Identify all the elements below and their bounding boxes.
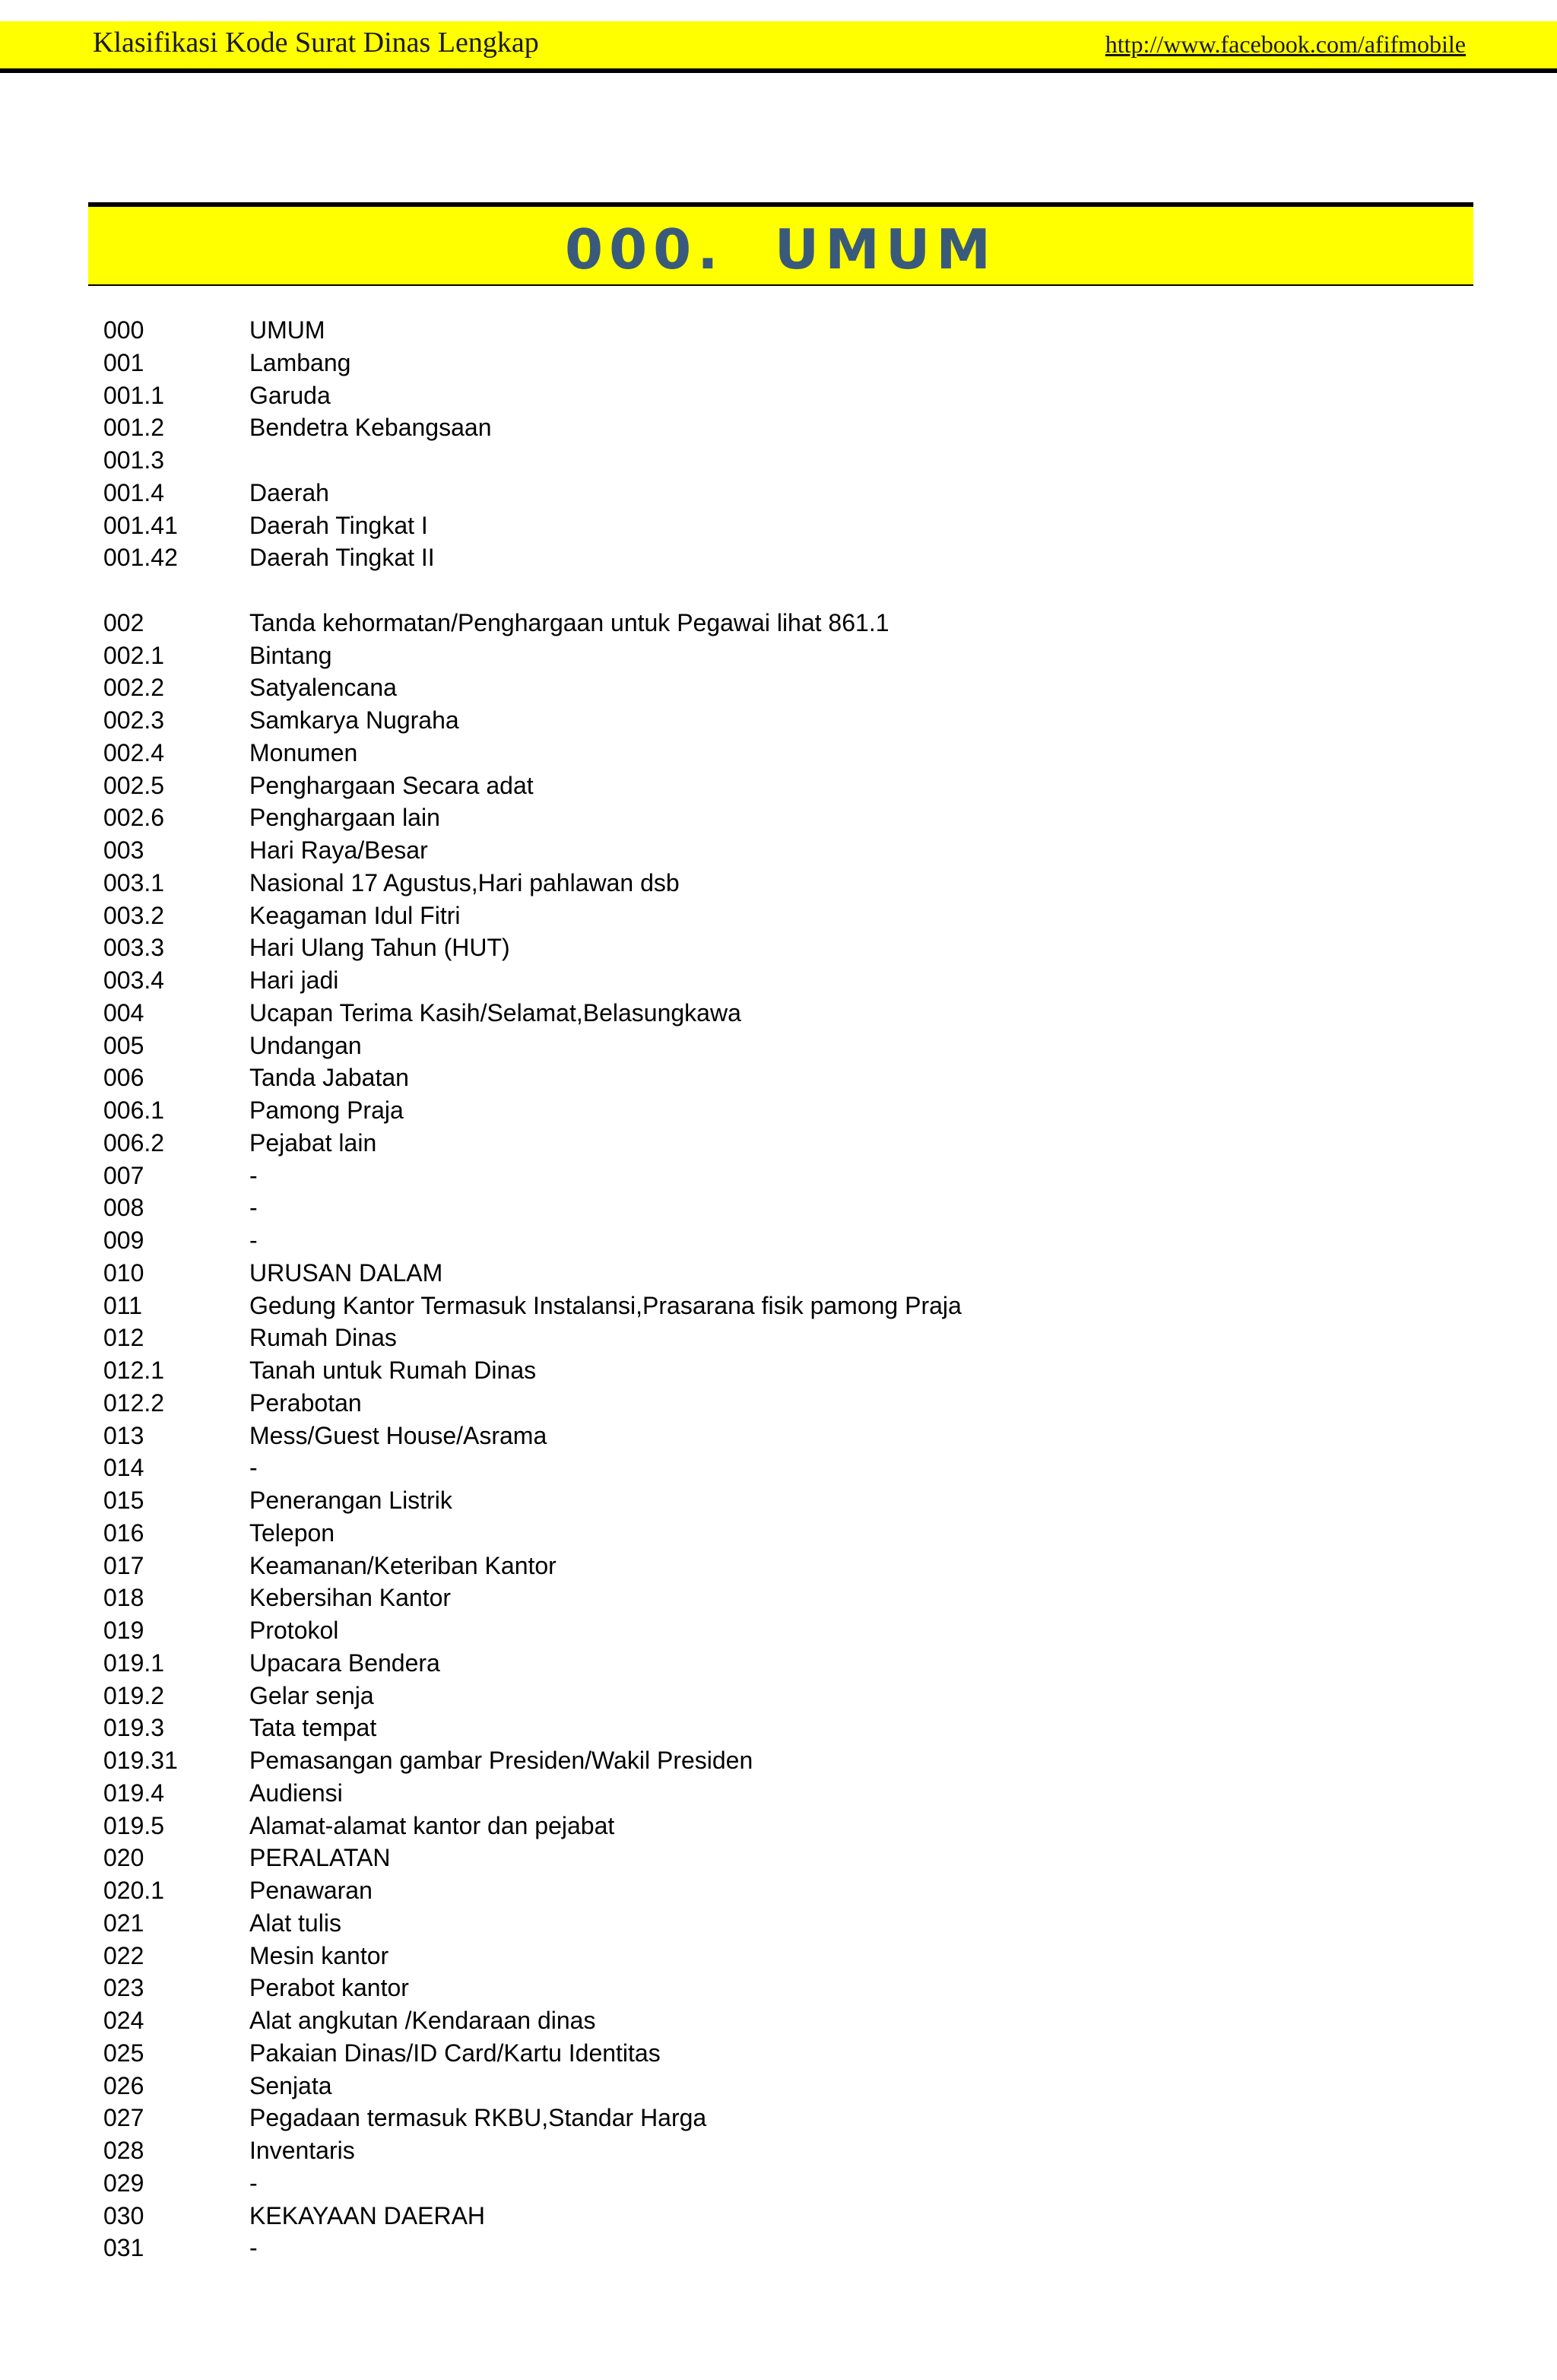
code-description: Alamat-alamat kantor dan pejabat [249, 1811, 615, 1839]
code-number: 001 [103, 348, 144, 376]
code-row [103, 477, 1457, 509]
code-number: 001.1 [103, 381, 165, 409]
code-description: - [249, 2169, 258, 2197]
code-row [103, 2102, 1457, 2134]
code-row [103, 1192, 1457, 1224]
code-description: Kebersihan Kantor [249, 1584, 452, 1612]
code-row [103, 444, 1457, 477]
code-number: 024 [103, 2007, 144, 2034]
code-row [103, 2232, 1457, 2264]
code-row [103, 867, 1457, 900]
code-number: 008 [103, 1194, 144, 1222]
code-number: 002.2 [103, 674, 165, 702]
code-row [103, 2037, 1457, 2070]
code-row [103, 509, 1457, 542]
code-description: - [249, 2234, 258, 2262]
code-description: Upacara Bendera [249, 1649, 440, 1677]
document-title: Klasifikasi Kode Surat Dinas Lengkap [93, 27, 539, 59]
code-description: Daerah Tingkat II [249, 544, 435, 572]
code-row [103, 1420, 1457, 1452]
code-row [103, 964, 1457, 997]
code-description: Mess/Guest House/Asrama [249, 1421, 547, 1449]
code-row [103, 1452, 1457, 1484]
code-number: 002.5 [103, 771, 165, 799]
code-row [103, 1940, 1457, 1972]
code-description: Samkarya Nugraha [249, 706, 459, 734]
code-description: Ucapan Terima Kasih/Selamat,Belasungkawa [249, 998, 741, 1027]
code-number: 006.2 [103, 1128, 165, 1157]
code-row [103, 1094, 1457, 1127]
code-row [103, 834, 1457, 867]
code-row [103, 1127, 1457, 1160]
code-number: 019.5 [103, 1811, 165, 1839]
code-number: 000 [103, 316, 144, 344]
code-number: 002.6 [103, 804, 165, 832]
code-number: 012.1 [103, 1357, 165, 1384]
code-list [103, 314, 1457, 2264]
code-description: Pejabat lain [249, 1128, 377, 1157]
code-number: 001.2 [103, 414, 165, 442]
code-description: Tanda Jabatan [249, 1064, 409, 1092]
code-number: 013 [103, 1421, 144, 1449]
code-row [103, 1972, 1457, 2004]
code-row [103, 1354, 1457, 1387]
code-description: Penawaran [249, 1877, 373, 1904]
code-number: 001.3 [103, 446, 165, 474]
code-row [103, 671, 1457, 704]
code-number: 027 [103, 2104, 144, 2132]
code-row [103, 1517, 1457, 1550]
code-number: 011 [103, 1291, 143, 1319]
code-row [103, 900, 1457, 932]
code-row [103, 1484, 1457, 1517]
code-number: 029 [103, 2169, 144, 2197]
code-row [103, 1647, 1457, 1680]
code-row [103, 1030, 1457, 1062]
code-number: 018 [103, 1584, 144, 1612]
code-number: 020 [103, 1844, 144, 1872]
code-number: 015 [103, 1487, 144, 1514]
code-description: Pamong Praja [249, 1096, 404, 1124]
code-row [103, 2004, 1457, 2037]
code-description: Monumen [249, 738, 358, 766]
code-description: Protokol [249, 1617, 339, 1644]
code-description: Nasional 17 Agustus,Hari pahlawan dsb [249, 868, 680, 896]
code-row [103, 379, 1457, 412]
code-number: 004 [103, 998, 144, 1027]
section-title: 000. UMUM [564, 217, 997, 281]
code-row [103, 1810, 1457, 1842]
code-description: Pemasangan gambar Presiden/Wakil Presiden [249, 1747, 753, 1774]
code-row [103, 1777, 1457, 1810]
code-number: 003.1 [103, 868, 165, 896]
code-row [103, 1257, 1457, 1290]
code-description: Alat tulis [249, 1909, 341, 1937]
code-row [103, 997, 1457, 1030]
code-description: Rumah Dinas [249, 1324, 397, 1352]
code-description: Telepon [249, 1518, 335, 1547]
code-description: Lambang [249, 348, 351, 376]
code-row [103, 1224, 1457, 1257]
code-number: 026 [103, 2071, 144, 2099]
code-row [103, 1614, 1457, 1647]
code-row [103, 770, 1457, 802]
code-number: 006 [103, 1064, 144, 1092]
code-description: PERALATAN [249, 1844, 391, 1872]
code-number: 010 [103, 1258, 144, 1287]
code-row [103, 704, 1457, 737]
code-row [103, 737, 1457, 770]
code-description: - [249, 1226, 258, 1254]
code-number: 003.2 [103, 901, 165, 929]
code-description: Alat angkutan /Kendaraan dinas [249, 2007, 596, 2034]
code-number: 031 [103, 2234, 144, 2262]
code-description: Penerangan Listrik [249, 1487, 452, 1514]
code-row [103, 1322, 1457, 1354]
code-description: Keamanan/Keteriban Kantor [249, 1551, 557, 1579]
code-description: Tanah untuk Rumah Dinas [249, 1357, 537, 1384]
code-description: - [249, 1194, 258, 1222]
code-row [103, 347, 1457, 379]
code-number: 019.31 [103, 1747, 178, 1774]
code-description: Gelar senja [249, 1681, 374, 1709]
code-description: Gedung Kantor Termasuk Instalansi,Prasarana fisik pamong Praja [249, 1291, 962, 1319]
code-number: 002 [103, 608, 144, 636]
code-number: 003 [103, 836, 144, 864]
code-description: Tata tempat [249, 1714, 377, 1742]
code-number: 002.3 [103, 706, 165, 734]
code-number: 002.1 [103, 641, 165, 669]
code-number: 022 [103, 1941, 144, 1969]
code-description: Daerah [249, 478, 329, 506]
code-row [103, 607, 1457, 639]
code-description: Inventaris [249, 2137, 355, 2164]
code-description: Satyalencana [249, 674, 397, 702]
code-number: 001.41 [103, 511, 178, 539]
code-number: 012.2 [103, 1388, 165, 1417]
code-number: 012 [103, 1324, 144, 1352]
code-description: Mesin kantor [249, 1941, 389, 1969]
code-number: 002.4 [103, 738, 165, 766]
code-description: KEKAYAAN DAERAH [249, 2201, 486, 2229]
code-number: 009 [103, 1226, 144, 1254]
code-number: 019.2 [103, 1681, 165, 1709]
code-number: 001.4 [103, 478, 165, 506]
code-row [103, 1582, 1457, 1614]
code-row [103, 541, 1457, 574]
code-number: 003.3 [103, 934, 165, 962]
code-row [103, 2200, 1457, 2232]
code-row [103, 411, 1457, 444]
code-row [103, 1387, 1457, 1420]
code-description: Hari Ulang Tahun (HUT) [249, 934, 510, 962]
code-description: Tanda kehormatan/Penghargaan untuk Pegawai lihat 861.1 [249, 608, 889, 636]
code-number: 017 [103, 1551, 144, 1579]
code-row [103, 1712, 1457, 1744]
code-description: Penghargaan Secara adat [249, 771, 534, 799]
code-row [103, 2070, 1457, 2102]
code-description: UMUM [249, 316, 325, 344]
code-description: Penghargaan lain [249, 804, 440, 832]
code-number: 003.4 [103, 966, 165, 994]
code-row [103, 801, 1457, 834]
code-row [103, 1550, 1457, 1582]
code-description: Pakaian Dinas/ID Card/Kartu Identitas [249, 2039, 661, 2067]
code-row [103, 639, 1457, 672]
code-row [103, 1680, 1457, 1712]
code-description: Perabot kantor [249, 1974, 409, 2002]
code-description: Bintang [249, 641, 332, 669]
code-row [103, 931, 1457, 964]
code-number: 019.3 [103, 1714, 165, 1742]
code-number: 019 [103, 1617, 144, 1644]
code-description: Garuda [249, 381, 331, 409]
code-row [103, 1061, 1457, 1094]
code-number: 007 [103, 1161, 144, 1189]
code-description: Undangan [249, 1031, 362, 1059]
code-row [103, 2167, 1457, 2200]
code-description: Hari jadi [249, 966, 339, 994]
code-number: 030 [103, 2201, 144, 2229]
code-description: Keagaman Idul Fitri [249, 901, 461, 929]
code-row [103, 1874, 1457, 1907]
facebook-link[interactable]: http://www.facebook.com/afifmobile [1105, 30, 1466, 58]
code-number: 028 [103, 2137, 144, 2164]
code-number: 005 [103, 1031, 144, 1059]
code-description: Audiensi [249, 1779, 343, 1807]
section-banner [88, 202, 1473, 286]
code-row [103, 1744, 1457, 1777]
code-row [103, 1907, 1457, 1940]
code-number: 019.4 [103, 1779, 165, 1807]
code-number: 016 [103, 1518, 144, 1547]
code-number: 001.42 [103, 544, 178, 572]
code-number: 025 [103, 2039, 144, 2067]
code-description: Hari Raya/Besar [249, 836, 428, 864]
code-row [103, 1160, 1457, 1192]
code-row [103, 1290, 1457, 1322]
code-description: URUSAN DALAM [249, 1258, 443, 1287]
code-row [103, 1842, 1457, 1874]
code-number: 020.1 [103, 1877, 165, 1904]
code-number: 014 [103, 1454, 144, 1482]
code-number: 019.1 [103, 1649, 165, 1677]
code-description: Daerah Tingkat I [249, 511, 428, 539]
page-header [0, 21, 1557, 73]
code-description: Bendetra Kebangsaan [249, 414, 492, 442]
code-number: 006.1 [103, 1096, 165, 1124]
code-number: 023 [103, 1974, 144, 2002]
code-description: Perabotan [249, 1388, 362, 1417]
code-description: Senjata [249, 2071, 332, 2099]
code-number: 021 [103, 1909, 144, 1937]
code-description: - [249, 1161, 258, 1189]
code-description: Pegadaan termasuk RKBU,Standar Harga [249, 2104, 707, 2132]
code-description: - [249, 1454, 258, 1482]
code-row [103, 2134, 1457, 2167]
code-row [103, 314, 1457, 347]
